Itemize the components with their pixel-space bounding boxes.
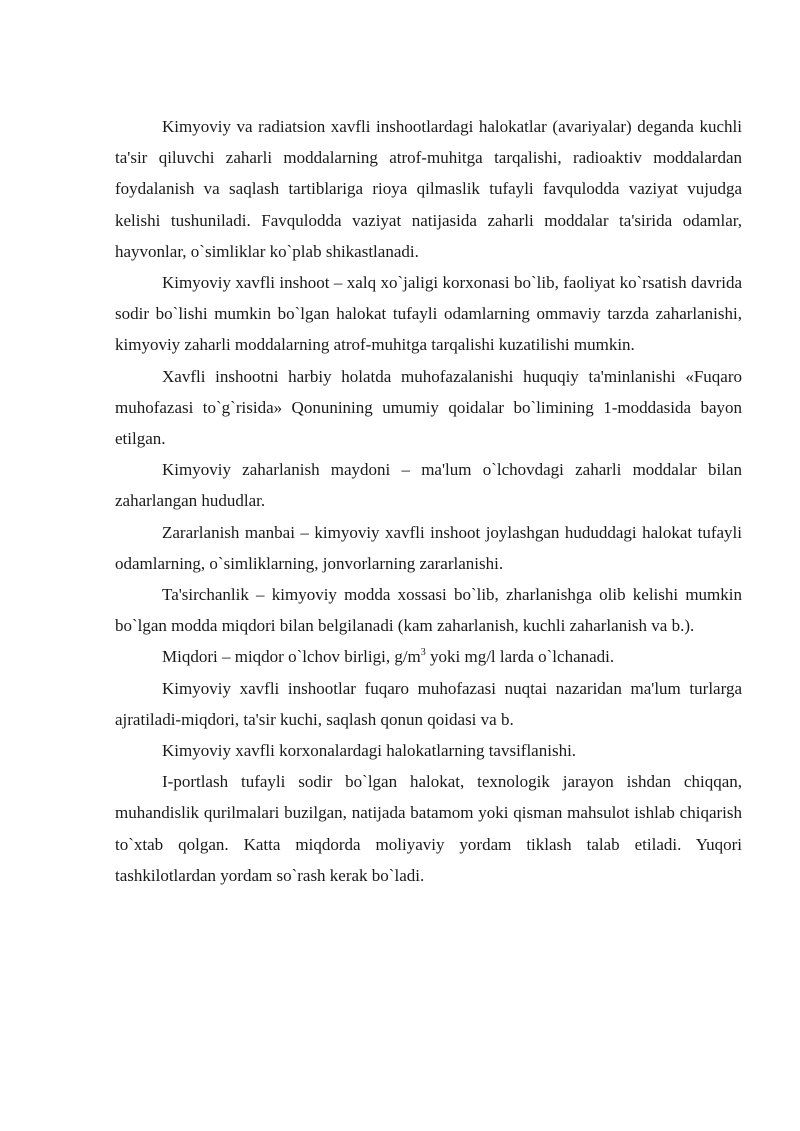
document-page (115, 111, 742, 891)
paragraph-facility-types: Kimyoviy xavfli inshootlar fuqaro muhofazasi nuqtai nazaridan ma'lum turlarga ajratiladi-miqdori, ta'sir kuchi, saqlash qonun qoidasi va b. (115, 678, 742, 729)
paragraph-chemical-hazard-facility: Kimyoviy xavfli inshoot – xalq xo`jaligi korxonasi bo`lib, faoliyat ko`rsatish davrida sodir bo`lishi mumkin bo`lgan halokat tufayli odamlarning ommaviy tarzda zaharlanishi, kimyoviy zaharli moddalarning atrof-muhitga tarqalishi kuzatilishi mumkin. (115, 273, 742, 355)
paragraph-chemical-radiation-accidents: Kimyoviy va radiatsion xavfli inshootlardagi halokatlar (avariyalar) deganda kuchli ta'sir qiluvchi zaharli moddalarning atrof-muhitga tarqalishi, radioaktiv moddalardan foydalanish va saqlash tartiblariga rioya qilmaslik tufayli favqulodda vaziyat vujudga kelishi tushuniladi. Favqulodda vaziyat natijasida zaharli moddalar ta'sirida odamlar, hayvonlar, o`simliklar ko`plab shikastlanadi. (115, 117, 742, 261)
superscript-exponent: 3 (420, 647, 426, 659)
paragraph-legal-protection: Xavfli inshootni harbiy holatda muhofazalanishi huquqiy ta'minlanishi «Fuqaro muhofazasi to`g`risida» Qonunining umumiy qoidalar bo`limining 1-moddasida bayon etilgan. (115, 366, 742, 449)
paragraph-explosion-accident: I-portlash tufayli sodir bo`lgan halokat, texnologik jarayon ishdan chiqqan, muhandislik qurilmalari buzilgan, natijada batamom yoki qisman mahsulot ishlab chiqarish to`xtab qolgan. Katta miqdorda moliyaviy yordam tiklash talab etiladi. Yuqori tashkilotlardan yordam so`rash kerak bo`ladi. (115, 772, 742, 885)
paragraph-contamination-area: Kimyoviy zaharlanish maydoni – ma'lum o`lchovdagi zaharli moddalar bilan zaharlangan hududlar. (115, 460, 742, 511)
paragraph-accident-classification: Kimyoviy xavfli korxonalardagi halokatlarning tavsiflanishi. (162, 741, 577, 761)
paragraph-toxicity: Ta'sirchanlik – kimyoviy modda xossasi bo`lib, zharlanishga olib kelishi mumkin bo`lgan modda miqdori bilan belgilanadi (kam zaharlanish, kuchli zaharlanish va b.). (115, 585, 742, 636)
paragraph-quantity-unit (115, 641, 742, 672)
quantity-text-before: Miqdori – miqdor o`lchov birligi, g/m (162, 647, 421, 667)
quantity-text-after: yoki mg/l larda o`lchanadi. (425, 647, 615, 667)
paragraph-contamination-source: Zararlanish manbai – kimyoviy xavfli inshoot joylashgan hududdagi halokat tufayli odamlarning, o`simliklarning, jonvorlarning zararlanishi. (115, 522, 742, 573)
